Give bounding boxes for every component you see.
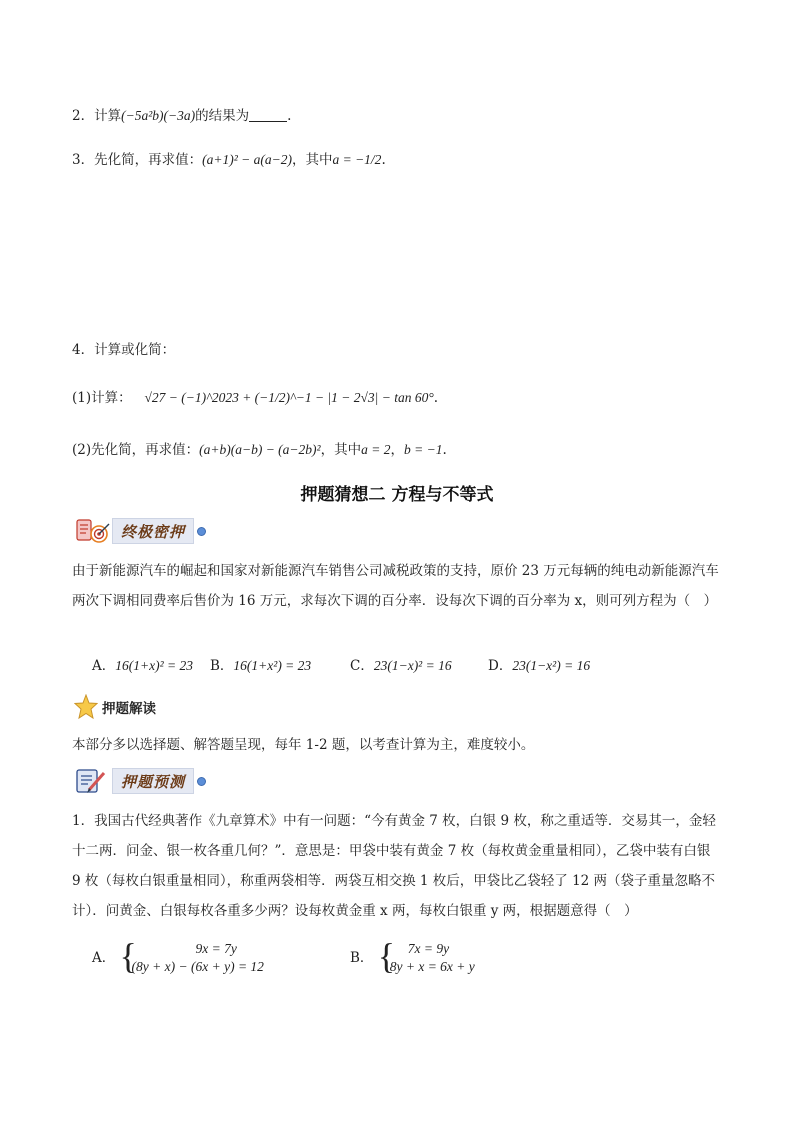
option-d[interactable]: [488, 656, 590, 676]
option-b[interactable]: [210, 656, 311, 676]
question-number: 4．: [72, 342, 95, 358]
question-4-part-2: [72, 440, 447, 460]
interpret-text: 本部分多以选择题、解答题呈现，每年 1-2 题，以考查计算为主，难度较小。: [72, 737, 535, 753]
question-text: 先化简，再求值：: [94, 152, 203, 168]
target-icon: [74, 516, 112, 546]
part-label: (2)先化简，再求值：: [72, 442, 200, 458]
brace-symbol: {: [377, 936, 395, 976]
option-label: C．: [350, 658, 374, 674]
punctuation: .: [433, 390, 439, 406]
star-icon: [74, 694, 98, 720]
option-label: D．: [488, 658, 513, 674]
question-number: 2．: [72, 108, 95, 124]
question-text: 计算: [94, 108, 122, 124]
math-expression: (−5a²b)(−3a): [121, 108, 196, 123]
pencil-note-icon: [74, 766, 112, 796]
banner-dot: [197, 527, 206, 536]
option-label: B．: [210, 658, 234, 674]
interpret-label: 押题解读: [102, 701, 156, 717]
brace-symbol: {: [119, 936, 137, 976]
interpret-heading: [74, 694, 156, 720]
section-title: 押题猜想二 方程与不等式: [300, 485, 494, 505]
banner-dot: [197, 777, 206, 786]
math-condition: a = 2: [361, 442, 391, 457]
math-condition: a = −1/2: [332, 152, 382, 167]
question-3: [72, 150, 386, 170]
question-text: ，其中: [291, 152, 333, 168]
answer-blank[interactable]: [249, 107, 287, 122]
math-expression: √27 − (−1)^2023 + (−1/2)^−1 − |1 − 2√3| − tan 60°: [144, 390, 434, 405]
question-text: ，其中: [320, 442, 362, 458]
problem-text: 由于新能源汽车的崛起和国家对新能源汽车销售公司减税政策的支持，原价 23 万元每辆的纯电动新能源汽车两次下调相同费率后售价为 16 万元，求每次下调的百分率．设每次下调的百分率为 x，则可列方程为（ ）: [72, 563, 719, 609]
math-expression: (a+b)(a−b) − (a−2b)²: [199, 442, 321, 457]
equation-system: [119, 936, 264, 976]
punctuation: ，: [390, 442, 404, 458]
banner-label: 终极密押: [112, 518, 194, 544]
prediction-problem-text: 1．我国古代经典著作《九章算术》中有一问题：“今有黄金 7 枚，白银 9 枚，称之重适等．交易其一，金轻十二两．问金、银一枚各重几何？”．意思是：甲袋中装有黄金 7 枚（每枚黄金重量相同），乙袋中装有白银 9 枚（每枚白银重量相同），称重两袋相等．两袋互相交换 1 枚后，甲袋比乙袋轻了 12 两（袋子重量忽略不计）．问黄金、白银每枚各重多少两？设每枚黄金重 x 两，每枚白银重 y 两，根据题意得（ ）: [72, 813, 716, 919]
question-number: 3．: [72, 152, 95, 168]
option-expression: 16(1+x²) = 23: [233, 658, 312, 673]
equation-row: 8y + x = 6x + y: [389, 959, 475, 974]
banner-prediction: [74, 766, 206, 796]
punctuation: .: [381, 152, 386, 168]
system-option-a[interactable]: [92, 936, 264, 976]
question-text: 计算或化简：: [94, 342, 176, 358]
option-expression: 23(1−x²) = 16: [512, 658, 591, 673]
option-c[interactable]: [350, 656, 452, 676]
equation-row: 7x = 9y: [407, 941, 450, 956]
math-condition: b = −1: [403, 442, 443, 457]
equation-row: (8y + x) − (6x + y) = 12: [131, 959, 264, 974]
punctuation: .: [287, 108, 292, 124]
question-2: [72, 106, 291, 126]
question-4: [72, 340, 175, 360]
banner-label: 押题预测: [112, 768, 194, 794]
option-expression: 23(1−x)² = 16: [373, 658, 452, 673]
equation-system: [377, 936, 475, 976]
option-label: A．: [92, 658, 116, 674]
punctuation: .: [442, 442, 447, 458]
banner-final-prediction: [74, 516, 206, 546]
option-a[interactable]: [92, 656, 193, 676]
equation-row: 9x = 7y: [195, 941, 237, 956]
system-option-b[interactable]: [350, 936, 475, 976]
option-label: B．: [350, 950, 374, 966]
question-4-part-1: [72, 388, 438, 408]
option-expression: 16(1+x)² = 23: [115, 658, 194, 673]
math-expression: (a+1)² − a(a−2): [202, 152, 292, 167]
question-text: 的结果为: [195, 108, 250, 124]
option-label: A．: [92, 950, 116, 966]
part-label: (1)计算：: [72, 390, 132, 406]
